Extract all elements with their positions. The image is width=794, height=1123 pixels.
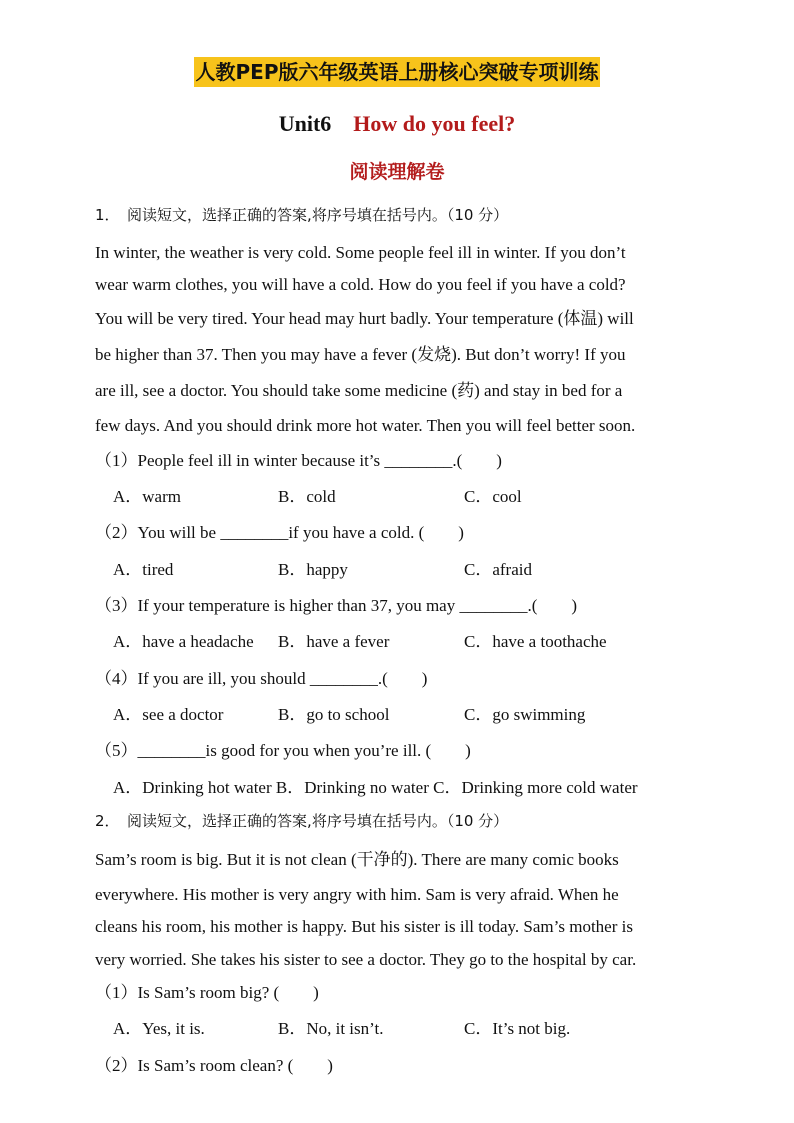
- unit-number: Unit6: [278, 111, 332, 136]
- passage-1-line: In winter, the weather is very cold. Some people feel ill in winter. If you don’t: [95, 243, 626, 262]
- passage-1-line: few days. And you should drink more hot water. Then you will feel better soon.: [95, 416, 636, 435]
- option-b: B．cold: [278, 487, 336, 506]
- passage-2-line: very worried. She takes his sister to see a doctor. They go to the hospital by car.: [95, 950, 637, 969]
- question-1-3: （3）If your temperature is higher than 37, you may ________.( ): [95, 596, 578, 615]
- passage-1-line: You will be very tired. Your head may hurt badly. Your temperature (体温) will: [95, 309, 634, 328]
- passage-1-line: are ill, see a doctor. You should take some medicine (药) and stay in bed for a: [95, 381, 623, 400]
- option-c: C．go swimming: [464, 705, 586, 724]
- passage-1-line: wear warm clothes, you will have a cold. How do you feel if you have a cold?: [95, 275, 626, 294]
- section-2-instruction: 2． 阅读短文，选择正确的答案,将序号填在括号内。（10 分）: [95, 812, 509, 830]
- option-a: A．have a headache: [113, 632, 254, 651]
- question-2-2: （2）Is Sam’s room clean? ( ): [95, 1056, 333, 1075]
- worksheet-title: 人教PEP版六年级英语上册核心突破专项训练: [194, 57, 601, 87]
- option-a: A．Yes, it is.: [113, 1019, 205, 1038]
- option-b: B．go to school: [278, 705, 390, 724]
- option-a: A．see a doctor: [113, 705, 224, 724]
- worksheet-subtitle: 阅读理解卷: [349, 161, 445, 183]
- question-1-5: （5）________is good for you when you’re ill. ( ): [95, 741, 471, 760]
- option-c: C．afraid: [464, 560, 532, 579]
- passage-2-line: Sam’s room is big. But it is not clean (干净的). There are many comic books: [95, 850, 619, 869]
- unit-heading: [0, 111, 794, 137]
- option-a: A．warm: [113, 487, 181, 506]
- question-1-1: （1）People feel ill in winter because it’s ________.( ): [95, 451, 502, 470]
- section-1-instruction: 1． 阅读短文，选择正确的答案,将序号填在括号内。（10 分）: [95, 206, 509, 224]
- option-c: C．It’s not big.: [464, 1019, 571, 1038]
- question-2-1: （1）Is Sam’s room big? ( ): [95, 983, 319, 1002]
- option-b: B．happy: [278, 560, 348, 579]
- option-b: B．No, it isn’t.: [278, 1019, 384, 1038]
- worksheet-header: [0, 56, 794, 85]
- question-1-4: （4）If you are ill, you should ________.( ): [95, 669, 428, 688]
- option-c: C．cool: [464, 487, 522, 506]
- passage-1-line: be higher than 37. Then you may have a fever (发烧). But don’t worry! If you: [95, 345, 626, 364]
- unit-title: How do you feel?: [353, 111, 516, 136]
- passage-2-line: everywhere. His mother is very angry with him. Sam is very afraid. When he: [95, 885, 619, 904]
- question-1-2: （2）You will be ________if you have a cold. ( ): [95, 523, 464, 542]
- option-b: B．have a fever: [278, 632, 390, 651]
- options-row: A．Drinking hot water B．Drinking no water C．Drinking more cold water: [113, 778, 638, 797]
- passage-2-line: cleans his room, his mother is happy. But his sister is ill today. Sam’s mother is: [95, 917, 633, 936]
- option-a: A．tired: [113, 560, 174, 579]
- option-c: C．have a toothache: [464, 632, 607, 651]
